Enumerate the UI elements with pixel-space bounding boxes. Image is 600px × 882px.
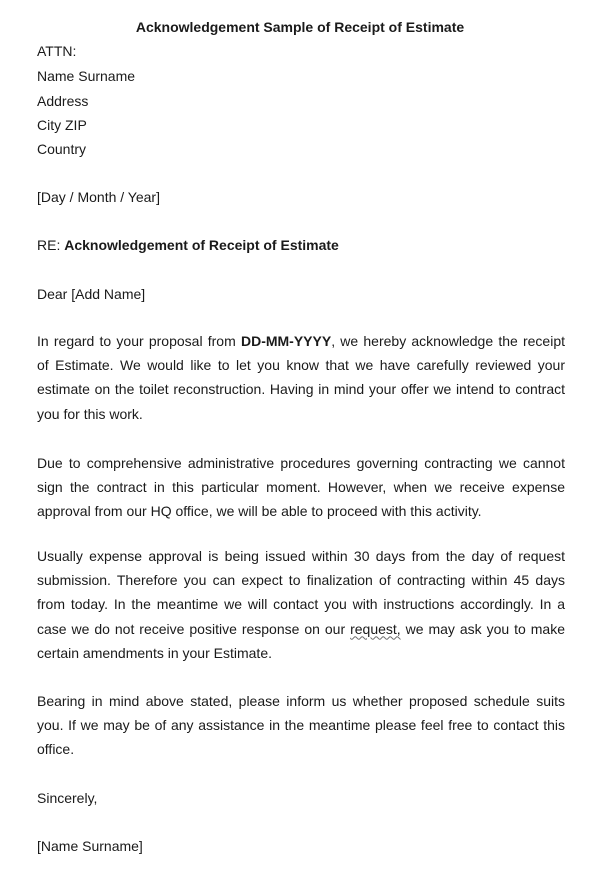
re-prefix: RE: xyxy=(37,237,65,253)
letter-date: [Day / Month / Year] xyxy=(37,189,160,205)
recipient-city-zip: City ZIP xyxy=(37,117,87,133)
recipient-address: Address xyxy=(37,93,89,109)
spellcheck-underlined-word: request, xyxy=(350,620,401,637)
paragraph-4: Bearing in mind above stated, please inform us whether proposed schedule suits you. If we may be of any assistance in the meantime please feel free to contact this office. xyxy=(37,693,565,758)
paragraph-1 xyxy=(37,329,565,426)
signature-name: [Name Surname] xyxy=(37,838,143,854)
recipient-name: Name Surname xyxy=(37,68,136,84)
paragraph-1-part-1: In regard to your proposal from xyxy=(37,333,241,349)
paragraph-2: Due to comprehensive administrative procedures governing contracting we cannot sign the contract in this particular moment. However, when we receive expense approval from our HQ office, we will be able to proceed with this activity. xyxy=(37,455,565,520)
paragraph-3-part-1: Usually expense approval is being issued within 30 days from the day of request submission. Therefore you can expect to finalization of contracting within 45 days from today. In the meantime we will contact you with instructions accordingly. In a case we do not receive positive response on our xyxy=(37,548,565,637)
closing: Sincerely, xyxy=(37,790,98,806)
paragraph-3-part-2: we may ask you to make certain amendments in your Estimate. xyxy=(37,620,565,661)
paragraph-3 xyxy=(37,544,565,665)
re-line xyxy=(37,237,339,253)
salutation: Dear [Add Name] xyxy=(37,286,146,302)
paragraph-1-part-2: , we hereby acknowledge the receipt of Estimate. We would like to let you know that we have carefully reviewed your estimate on the toilet reconstruction. Having in mind your offer we intend to contract you for this work. xyxy=(37,333,565,422)
re-subject: Acknowledgement of Receipt of Estimate xyxy=(64,237,339,253)
proposal-date: DD-MM-YYYY xyxy=(240,333,332,349)
attn-line: ATTN: xyxy=(37,43,77,59)
document-title: Acknowledgement Sample of Receipt of Estimate xyxy=(135,19,465,35)
recipient-country: Country xyxy=(37,141,87,157)
